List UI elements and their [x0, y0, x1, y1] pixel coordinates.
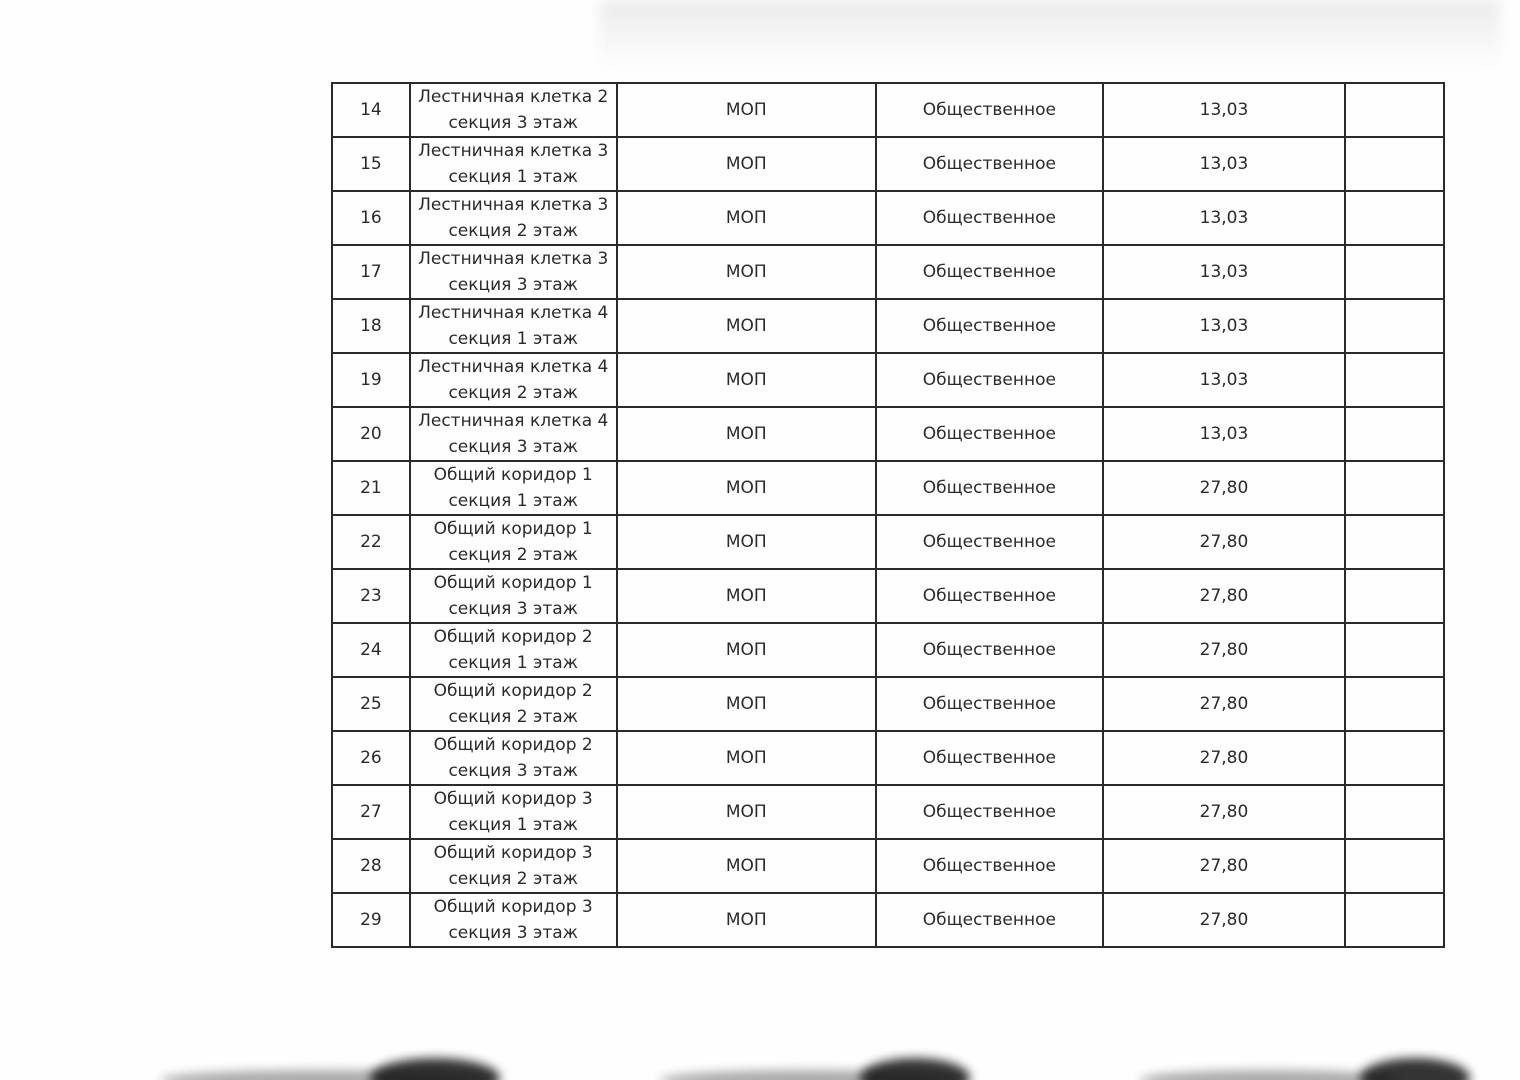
premises-name-cell [410, 191, 617, 245]
row-number-cell: 26 [332, 731, 410, 785]
premises-name-cell [410, 623, 617, 677]
premises-use-cell: Общественное [876, 569, 1103, 623]
premises-name-line2: секция 1 этаж [448, 653, 578, 673]
premises-type-cell: МОП [617, 245, 876, 299]
premises-use-cell: Общественное [876, 245, 1103, 299]
table-row [332, 785, 1444, 839]
premises-area-cell: 27,80 [1103, 569, 1345, 623]
premises-area-cell: 27,80 [1103, 515, 1345, 569]
premises-name-line2: секция 1 этаж [448, 491, 578, 511]
premises-use-cell: Общественное [876, 893, 1103, 947]
extra-cell [1345, 839, 1444, 893]
extra-cell [1345, 785, 1444, 839]
premises-name-line1: Лестничная клетка 4 [418, 357, 609, 377]
premises-use-cell: Общественное [876, 83, 1103, 137]
premises-type-cell: МОП [617, 407, 876, 461]
row-number-cell: 14 [332, 83, 410, 137]
extra-cell [1345, 137, 1444, 191]
premises-type-cell: МОП [617, 515, 876, 569]
table-row [332, 299, 1444, 353]
premises-area-cell: 13,03 [1103, 137, 1345, 191]
extra-cell [1345, 245, 1444, 299]
premises-name-cell [410, 677, 617, 731]
premises-type-cell: МОП [617, 677, 876, 731]
premises-name-cell [410, 353, 617, 407]
premises-type-cell: МОП [617, 191, 876, 245]
table-body [332, 83, 1444, 947]
extra-cell [1345, 623, 1444, 677]
premises-use-cell: Общественное [876, 353, 1103, 407]
premises-type-cell: МОП [617, 569, 876, 623]
premises-area-cell: 27,80 [1103, 677, 1345, 731]
table-row [332, 191, 1444, 245]
premises-area-cell: 27,80 [1103, 839, 1345, 893]
extra-cell [1345, 569, 1444, 623]
premises-use-cell: Общественное [876, 623, 1103, 677]
extra-cell [1345, 353, 1444, 407]
premises-use-cell: Общественное [876, 461, 1103, 515]
table-row [332, 731, 1444, 785]
premises-name-line1: Общий коридор 1 [433, 519, 593, 539]
premises-table [331, 82, 1445, 948]
premises-name-line1: Общий коридор 1 [433, 465, 593, 485]
row-number-cell: 18 [332, 299, 410, 353]
premises-name-cell [410, 839, 617, 893]
row-number-cell: 23 [332, 569, 410, 623]
premises-name-line1: Общий коридор 3 [433, 789, 593, 809]
row-number-cell: 17 [332, 245, 410, 299]
premises-name-line2: секция 3 этаж [448, 923, 578, 943]
row-number-cell: 19 [332, 353, 410, 407]
premises-use-cell: Общественное [876, 839, 1103, 893]
premises-name-line2: секция 1 этаж [448, 329, 578, 349]
premises-name-line2: секция 2 этаж [448, 221, 578, 241]
premises-name-line1: Лестничная клетка 2 [418, 87, 609, 107]
premises-type-cell: МОП [617, 839, 876, 893]
premises-area-cell: 13,03 [1103, 245, 1345, 299]
premises-name-line2: секция 3 этаж [448, 113, 578, 133]
table-row [332, 353, 1444, 407]
premises-area-cell: 27,80 [1103, 623, 1345, 677]
row-number-cell: 25 [332, 677, 410, 731]
premises-area-cell: 27,80 [1103, 731, 1345, 785]
table-row [332, 893, 1444, 947]
extra-cell [1345, 83, 1444, 137]
premises-area-cell: 13,03 [1103, 191, 1345, 245]
row-number-cell: 15 [332, 137, 410, 191]
table-row [332, 461, 1444, 515]
premises-name-line1: Общий коридор 2 [433, 627, 593, 647]
extra-cell [1345, 461, 1444, 515]
premises-use-cell: Общественное [876, 407, 1103, 461]
row-number-cell: 28 [332, 839, 410, 893]
premises-name-line1: Общий коридор 1 [433, 573, 593, 593]
premises-area-cell: 13,03 [1103, 353, 1345, 407]
row-number-cell: 20 [332, 407, 410, 461]
premises-area-cell: 13,03 [1103, 299, 1345, 353]
premises-area-cell: 13,03 [1103, 83, 1345, 137]
extra-cell [1345, 299, 1444, 353]
premises-name-cell [410, 731, 617, 785]
row-number-cell: 22 [332, 515, 410, 569]
scan-smudge [860, 1058, 970, 1080]
premises-name-line2: секция 1 этаж [448, 167, 578, 187]
premises-name-cell [410, 245, 617, 299]
premises-name-line1: Лестничная клетка 4 [418, 411, 609, 431]
premises-name-cell [410, 893, 617, 947]
premises-name-line2: секция 2 этаж [448, 707, 578, 727]
premises-name-line1: Общий коридор 2 [433, 735, 593, 755]
row-number-cell: 21 [332, 461, 410, 515]
extra-cell [1345, 407, 1444, 461]
premises-name-line1: Общий коридор 2 [433, 681, 593, 701]
premises-area-cell: 13,03 [1103, 407, 1345, 461]
premises-use-cell: Общественное [876, 731, 1103, 785]
premises-area-cell: 27,80 [1103, 461, 1345, 515]
table-row [332, 407, 1444, 461]
extra-cell [1345, 191, 1444, 245]
row-number-cell: 29 [332, 893, 410, 947]
premises-type-cell: МОП [617, 731, 876, 785]
table-row [332, 515, 1444, 569]
premises-use-cell: Общественное [876, 785, 1103, 839]
premises-name-cell [410, 299, 617, 353]
extra-cell [1345, 515, 1444, 569]
extra-cell [1345, 677, 1444, 731]
premises-use-cell: Общественное [876, 191, 1103, 245]
table-row [332, 839, 1444, 893]
scan-shadow [600, 0, 1500, 70]
premises-name-cell [410, 569, 617, 623]
premises-use-cell: Общественное [876, 137, 1103, 191]
premises-area-cell: 27,80 [1103, 785, 1345, 839]
premises-use-cell: Общественное [876, 515, 1103, 569]
premises-name-line1: Общий коридор 3 [433, 843, 593, 863]
premises-name-line1: Лестничная клетка 3 [418, 249, 609, 269]
premises-name-cell [410, 83, 617, 137]
premises-name-line2: секция 3 этаж [448, 437, 578, 457]
premises-name-line2: секция 3 этаж [448, 599, 578, 619]
premises-type-cell: МОП [617, 623, 876, 677]
row-number-cell: 27 [332, 785, 410, 839]
premises-type-cell: МОП [617, 893, 876, 947]
premises-name-cell [410, 461, 617, 515]
premises-type-cell: МОП [617, 785, 876, 839]
premises-name-cell [410, 515, 617, 569]
premises-name-line1: Лестничная клетка 3 [418, 195, 609, 215]
table-row [332, 677, 1444, 731]
premises-type-cell: МОП [617, 461, 876, 515]
premises-name-line1: Лестничная клетка 4 [418, 303, 609, 323]
premises-area-cell: 27,80 [1103, 893, 1345, 947]
table-row [332, 623, 1444, 677]
scan-smudge [1360, 1058, 1470, 1080]
premises-name-line1: Общий коридор 3 [433, 897, 593, 917]
premises-use-cell: Общественное [876, 299, 1103, 353]
table-row [332, 137, 1444, 191]
premises-name-line1: Лестничная клетка 3 [418, 141, 609, 161]
table-row [332, 83, 1444, 137]
premises-name-cell [410, 407, 617, 461]
table-row [332, 569, 1444, 623]
premises-name-line2: секция 2 этаж [448, 545, 578, 565]
premises-type-cell: МОП [617, 137, 876, 191]
premises-type-cell: МОП [617, 353, 876, 407]
premises-name-line2: секция 2 этаж [448, 383, 578, 403]
scan-smudge [370, 1058, 500, 1080]
premises-use-cell: Общественное [876, 677, 1103, 731]
premises-type-cell: МОП [617, 83, 876, 137]
premises-name-line2: секция 2 этаж [448, 869, 578, 889]
extra-cell [1345, 893, 1444, 947]
row-number-cell: 16 [332, 191, 410, 245]
extra-cell [1345, 731, 1444, 785]
premises-name-line2: секция 1 этаж [448, 815, 578, 835]
premises-name-cell [410, 785, 617, 839]
premises-name-line2: секция 3 этаж [448, 275, 578, 295]
premises-name-line2: секция 3 этаж [448, 761, 578, 781]
table-row [332, 245, 1444, 299]
premises-type-cell: МОП [617, 299, 876, 353]
row-number-cell: 24 [332, 623, 410, 677]
premises-name-cell [410, 137, 617, 191]
